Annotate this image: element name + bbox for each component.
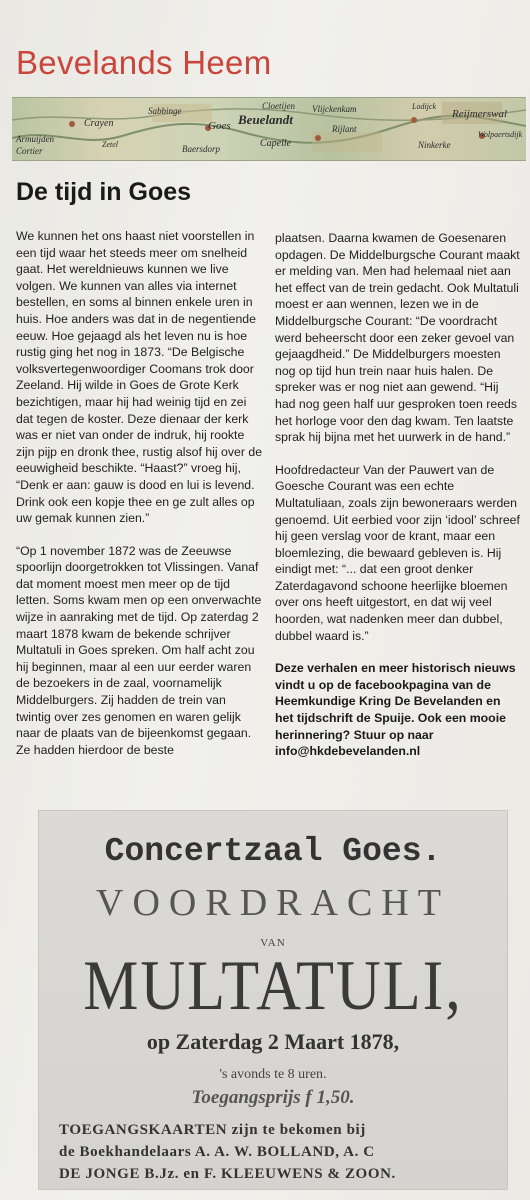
ad-venue: Concertzaal Goes. xyxy=(104,833,442,870)
ad-time: 's avonds te 8 uren. xyxy=(219,1067,327,1082)
map-label: Goes xyxy=(208,120,231,132)
map-label: Cloetijen xyxy=(262,101,295,111)
masthead-title: Bevelands Heem xyxy=(16,44,272,81)
map-label: Capelle xyxy=(260,138,292,149)
map-label: Beuelandt xyxy=(238,112,293,127)
ad-tickets xyxy=(59,1119,493,1185)
ad-van: VAN xyxy=(260,937,286,949)
article-column-right xyxy=(275,230,521,776)
ad-heading: VOORDRACHT xyxy=(96,882,450,924)
article-footer-note: Deze verhalen en meer historisch nieuws vindt u op de facebookpagina van de Heemkundige Kring De Bevelanden en het tijdschrift de Spuije. Ook een mooie herinnering? Stuur op naar info@hkdebevelanden.nl xyxy=(275,661,516,759)
article-paragraph: Hoofdredacteur Van der Pauwert van de Goesche Courant was een echte Multatuliaan, zoals zijn bewoneraars werden genoemd. Uit eerbied voor zijn ‘idool’ schreef hij geen verslag voor de krant, maar een bloemlezing, die bewaard gebleven is. Hij eindigt met: “... dat een groot denker Zaterdagavond schoone heerlijke bloemen over ons heeft uitgestort, en dat wij veel hoorden, wat nadenken meer dan dubbel, dubbel waard is.” xyxy=(275,462,520,643)
article-column-left xyxy=(16,228,264,774)
article-title: De tijd in Goes xyxy=(16,178,192,206)
ad-price: Toegangsprijs f 1,50. xyxy=(191,1087,355,1108)
ad-tickets-line: DE JONGE B.Jz. en F. KLEEUWENS & ZOON. xyxy=(59,1166,396,1182)
article-paragraph: plaatsen. Daarna kwamen de Goesenaren opdagen. De Middelburgsche Courant maakt er melding van. Men had helemaal niet aan het effect van de trein gedacht. Ook Multatuli moest er aan wennen, lezen we in de Middelburgsche Courant: “De voordracht werd beheerscht door een zeker gevoel van gejaagdheid.” De Middelburgers moesten nog op tijd hun trein naar huis halen. De spreker was er nog niet aan gewend. “Hij had nog geen half uur gesproken toen reeds het horloge voor den dag kwam. Ten laatste sprak hij bijna met het uurwerk in de hand.” xyxy=(275,231,520,445)
historic-advertisement xyxy=(38,810,508,1190)
map-label: Rijlant xyxy=(332,124,357,134)
map-label: Baersdorp xyxy=(182,144,220,154)
ad-date: op Zaterdag 2 Maart 1878, xyxy=(146,1029,400,1054)
map-label: Wolpaertsdijk xyxy=(478,130,523,139)
map-label: Vlijckenkam xyxy=(312,104,357,114)
map-label: Cortier xyxy=(16,146,43,156)
map-label: Crayen xyxy=(84,118,114,129)
map-label: Sabbinge xyxy=(148,106,182,116)
ad-speaker-name: MULTATULI, xyxy=(83,946,463,1026)
map-label: Ninkerke xyxy=(418,140,451,150)
ad-tickets-line: de Boekhandelaars A. A. W. BOLLAND, A. C xyxy=(59,1144,375,1160)
historic-map-banner xyxy=(12,97,526,161)
map-label: Lodijck xyxy=(412,102,436,111)
map-label: Reijmerswal xyxy=(452,108,507,120)
article-paragraph: We kunnen het ons haast niet voorstellen in een tijd waar het steeds meer om snelheid gaat. Het wereldnieuws kunnen we live volgen. We kunnen van alles via internet bestellen, en soms al binnen enkele uren in huis. Hoe anders was dat in de negentiende eeuw. Hoe gejaagd als het leven nu is hoe rustig ging het nog in 1873. “De Belgische volksvertegenwoordiger Coomans trok door Zeeland. Hij wilde in Goes de Grote Kerk bezichtigen, maar hij had weinig tijd en zei dat tegen de koster. Deze dienaar der kerk was er niet van onder de indruk, hij rookte zijn pijp en dronk thee, rustig alsof hij over de eeuwigheid beschikte. “Haast?” vroeg hij, “Denk er aan: gauw is dood en lui is levend. Drink ook een kopje thee en ge zult alles op uw gemak kunnen zien.” xyxy=(16,229,263,526)
ad-tickets-line: TOEGANGSKAARTEN zijn te bekomen bij xyxy=(59,1122,366,1138)
map-label: Zetel xyxy=(102,140,118,149)
map-label: Armuijden xyxy=(16,134,54,144)
article-paragraph: “Op 1 november 1872 was de Zeeuwse spoorlijn doorgetrokken tot Vlissingen. Vanaf dat moment moest men meer op de tijd letten. Soms kwam men op een onverwachte wijze in aanraking met de tijd. Op zaterdag 2 maart 1878 kwam de bekende schrijver Multatuli in Goes spreken. Om half acht zou hij beginnen, maar al een uur eerder waren de bezoekers in de zaal, voornamelijk Middelburgers. Zij hadden de trein van twintig over zes genomen en waren gelijk naar de plaats van de bijeenkomst gegaan. Ze hadden hierdoor de beste xyxy=(16,543,262,757)
